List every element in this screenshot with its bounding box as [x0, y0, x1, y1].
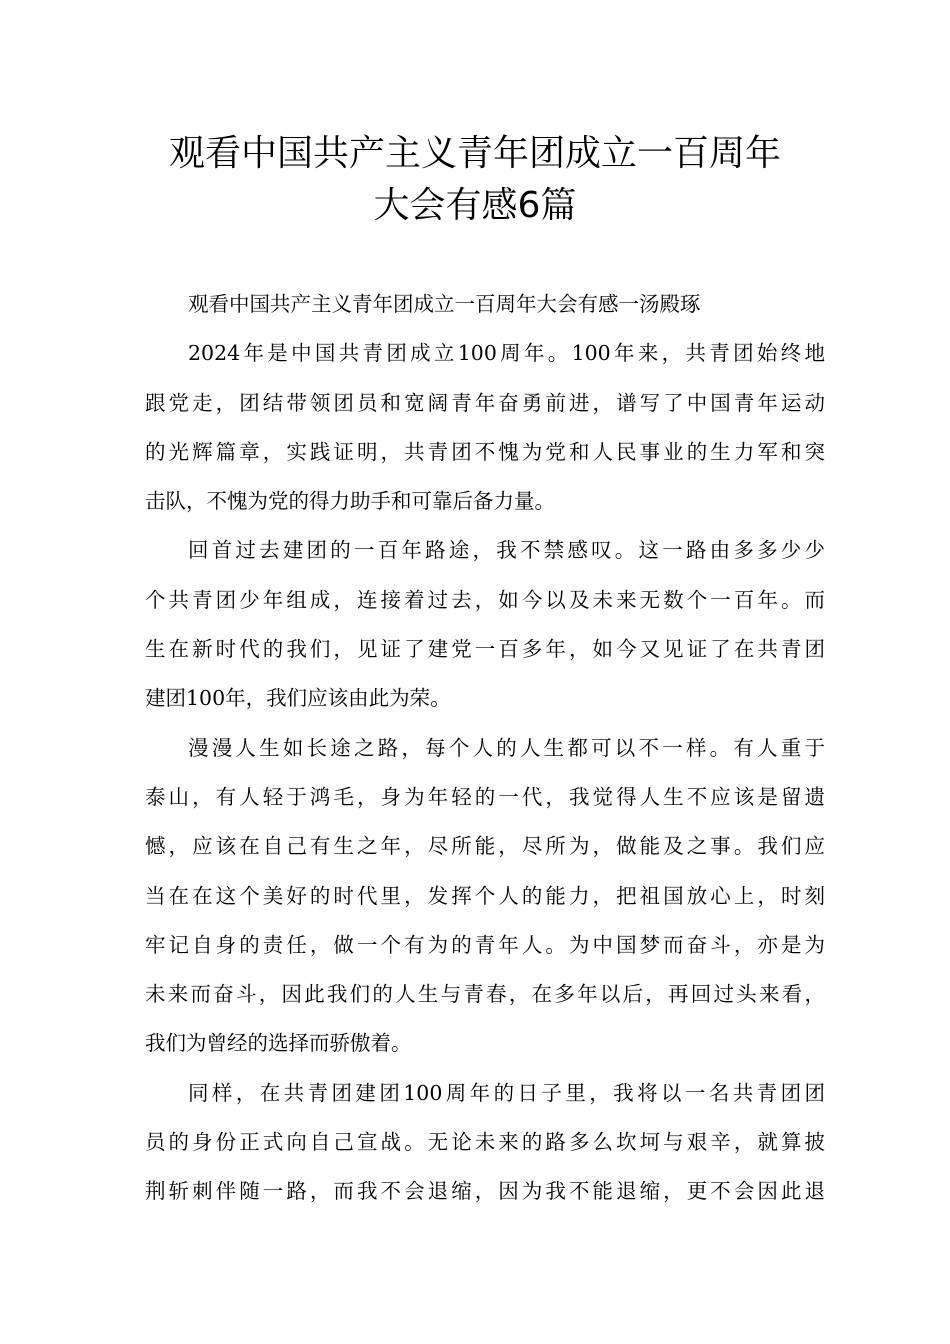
paragraph-line: 泰山，有人轻于鸿毛，身为年轻的一代，我觉得人生不应该是留遗 — [145, 784, 825, 809]
paragraph-line: 当在在这个美好的时代里，发挥个人的能力，把祖国放心上，时刻 — [145, 883, 825, 908]
paragraph-line: 我们为曾经的选择而骄傲着。 — [145, 1031, 412, 1056]
paragraph-line: 2024年是中国共青团成立100周年。100年来，共青团始终地 — [188, 341, 825, 366]
paragraph-line: 同样，在共青团建团100周年的日子里，我将以一名共青团团 — [188, 1080, 825, 1105]
document-body — [145, 280, 825, 1217]
paragraph-line: 憾，应该在自己有生之年，尽所能，尽所为，做能及之事。我们应 — [145, 834, 825, 859]
paragraph-4 — [145, 1069, 825, 1217]
paragraph-line: 回首过去建团的一百年路途，我不禁感叹。这一路由多多少少 — [188, 538, 825, 563]
paragraph-line: 建团100年，我们应该由此为荣。 — [145, 686, 451, 711]
document-title-line-2: 大会有感6篇 — [373, 185, 577, 226]
paragraph-1 — [145, 329, 825, 526]
paragraph-subtitle — [145, 280, 825, 329]
paragraph-line: 击队，不愧为党的得力助手和可靠后备力量。 — [145, 489, 555, 514]
paragraph-line: 的光辉篇章，实践证明，共青团不愧为党和人民事业的生力军和突 — [145, 439, 825, 464]
paragraph-line: 观看中国共产主义青年团成立一百周年大会有感一汤殿琢 — [188, 292, 701, 316]
paragraph-line: 个共青团少年组成，连接着过去，如今以及未来无数个一百年。而 — [145, 587, 825, 612]
paragraph-line: 荆斩刺伴随一路，而我不会退缩，因为我不能退缩，更不会因此退 — [145, 1179, 825, 1204]
paragraph-line: 跟党走，团结带领团员和宽阔青年奋勇前进，谱写了中国青年运动 — [145, 390, 825, 415]
document-title-line-1: 观看中国共产主义青年团成立一百周年 — [168, 133, 781, 174]
paragraph-line: 牢记自身的责任，做一个有为的青年人。为中国梦而奋斗，亦是为 — [145, 932, 825, 957]
paragraph-line: 员的身份正式向自己宣战。无论未来的路多么坎坷与艰辛，就算披 — [145, 1130, 825, 1155]
document-title — [95, 128, 855, 232]
paragraph-line: 生在新时代的我们，见证了建党一百多年，如今又见证了在共青团 — [145, 637, 825, 662]
paragraph-line: 未来而奋斗，因此我们的人生与青春，在多年以后，再回过头来看， — [145, 982, 825, 1007]
paragraph-line: 漫漫人生如长途之路，每个人的人生都可以不一样。有人重于 — [188, 735, 825, 760]
paragraph-2 — [145, 526, 825, 723]
paragraph-3 — [145, 724, 825, 1069]
